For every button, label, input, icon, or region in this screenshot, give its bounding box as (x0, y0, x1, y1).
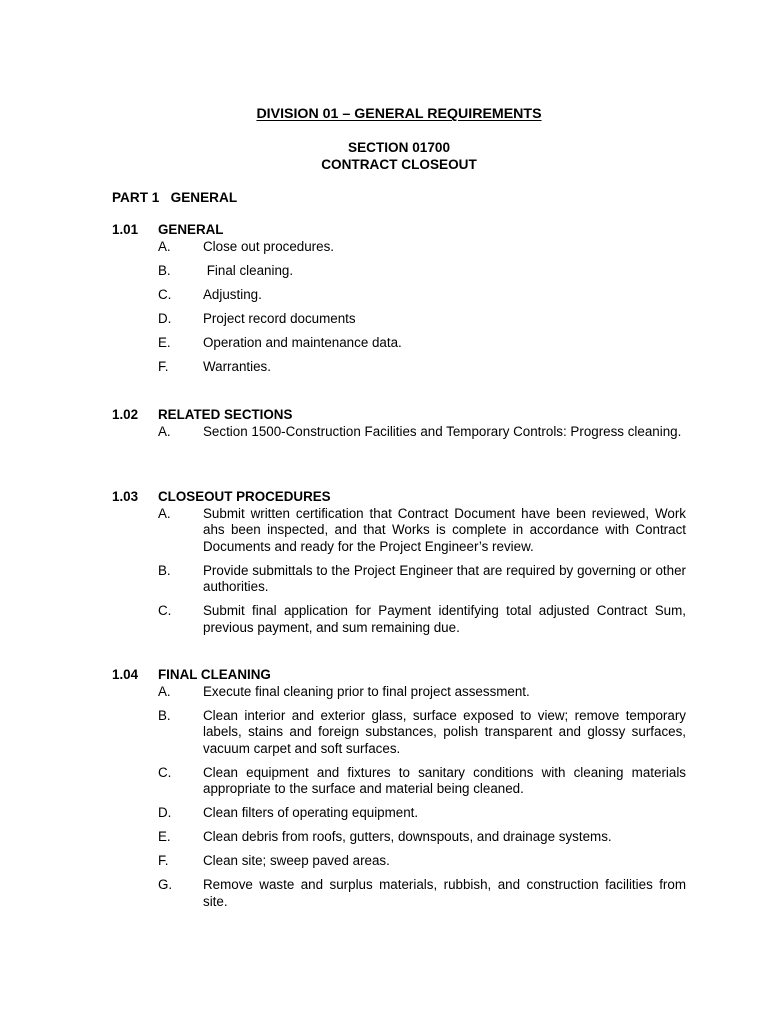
list-item (112, 603, 686, 636)
item-text: Clean debris from roofs, gutters, downspouts, and drainage systems. (203, 829, 612, 845)
item-text: Clean site; sweep paved areas. (203, 853, 390, 869)
article-number: 1.04 (112, 667, 139, 682)
item-letter: C. (158, 764, 172, 780)
item-text: Clean equipment and fixtures to sanitary conditions with cleaning materials appropriate to the surface and material being cleaned. (203, 764, 686, 797)
item-text: Provide submittals to the Project Engineer that are required by governing or other authorities. (203, 562, 686, 595)
item-letter: F. (158, 853, 169, 869)
item-text: Operation and maintenance data. (203, 334, 402, 350)
article-title: CLOSEOUT PROCEDURES (158, 489, 331, 504)
item-text: Submit written certification that Contract Document have been reviewed, Work ahs been inspected, and that Works is complete in accordance with Contract Documents and ready for the Project Engineer’s review. (203, 505, 686, 554)
list-item (112, 853, 686, 870)
item-text: Final cleaning. (203, 262, 294, 278)
article-title: FINAL CLEANING (158, 667, 271, 682)
item-letter: E. (158, 334, 171, 350)
item-text: Adjusting. (203, 286, 262, 302)
item-letter: B. (158, 562, 171, 578)
item-letter: B. (158, 262, 171, 278)
item-letter: E. (158, 829, 171, 845)
item-letter: F. (158, 358, 169, 374)
item-text: Execute final cleaning prior to final project assessment. (203, 683, 530, 699)
list-item (112, 359, 686, 376)
article-number: 1.02 (112, 407, 139, 422)
article-1-01 (112, 222, 686, 375)
division-title: DIVISION 01 – GENERAL REQUIREMENTS (256, 106, 542, 122)
section-heading (0, 140, 768, 173)
item-text: Submit final application for Payment identifying total adjusted Contract Sum, previous payment, and sum remaining due. (203, 603, 686, 635)
list-item (112, 311, 686, 328)
list-item (112, 877, 686, 910)
list-item (112, 263, 686, 280)
item-letter: D. (158, 310, 172, 326)
article-1-03 (112, 489, 686, 637)
list-item (112, 335, 686, 352)
article-title: GENERAL (158, 222, 224, 237)
section-number: SECTION 01700 (348, 140, 450, 155)
item-letter: D. (158, 805, 172, 821)
item-text: Section 1500-Construction Facilities and Temporary Controls: Progress cleaning. (203, 423, 682, 439)
item-text: Project record documents (203, 310, 356, 326)
list-item (112, 287, 686, 304)
list-item (112, 239, 686, 256)
section-name: CONTRACT CLOSEOUT (321, 156, 477, 172)
item-text: Warranties. (203, 358, 271, 374)
list-item (112, 708, 686, 758)
item-letter: C. (158, 286, 172, 302)
list-item (112, 765, 686, 798)
item-text: Remove waste and surplus materials, rubbish, and construction facilities from site. (203, 877, 686, 909)
list-item (112, 829, 686, 846)
item-letter: B. (158, 707, 171, 723)
article-number: 1.01 (112, 222, 139, 237)
part-title: PART 1 GENERAL (112, 190, 238, 205)
article-1-04 (112, 667, 686, 910)
list-item (112, 805, 686, 822)
item-text: Clean filters of operating equipment. (203, 805, 419, 821)
item-letter: A. (158, 423, 171, 439)
list-item (112, 684, 686, 701)
article-1-02 (112, 407, 686, 440)
article-heading (112, 489, 686, 506)
item-letter: A. (158, 683, 171, 699)
item-text: Close out procedures. (203, 238, 335, 254)
list-item (112, 424, 686, 441)
item-letter: C. (158, 603, 172, 619)
article-heading (112, 407, 686, 424)
item-letter: A. (158, 505, 171, 521)
item-letter: G. (158, 877, 173, 893)
article-number: 1.03 (112, 489, 139, 504)
article-heading (112, 667, 686, 684)
list-item (112, 563, 686, 596)
article-heading (112, 222, 686, 239)
list-item (112, 506, 686, 556)
item-text: Clean interior and exterior glass, surface exposed to view; remove temporary labels, stains and foreign substances, polish transparent and glossy surfaces, vacuum carpet and soft surfaces. (203, 707, 686, 756)
article-title: RELATED SECTIONS (158, 407, 293, 422)
item-letter: A. (158, 238, 171, 254)
